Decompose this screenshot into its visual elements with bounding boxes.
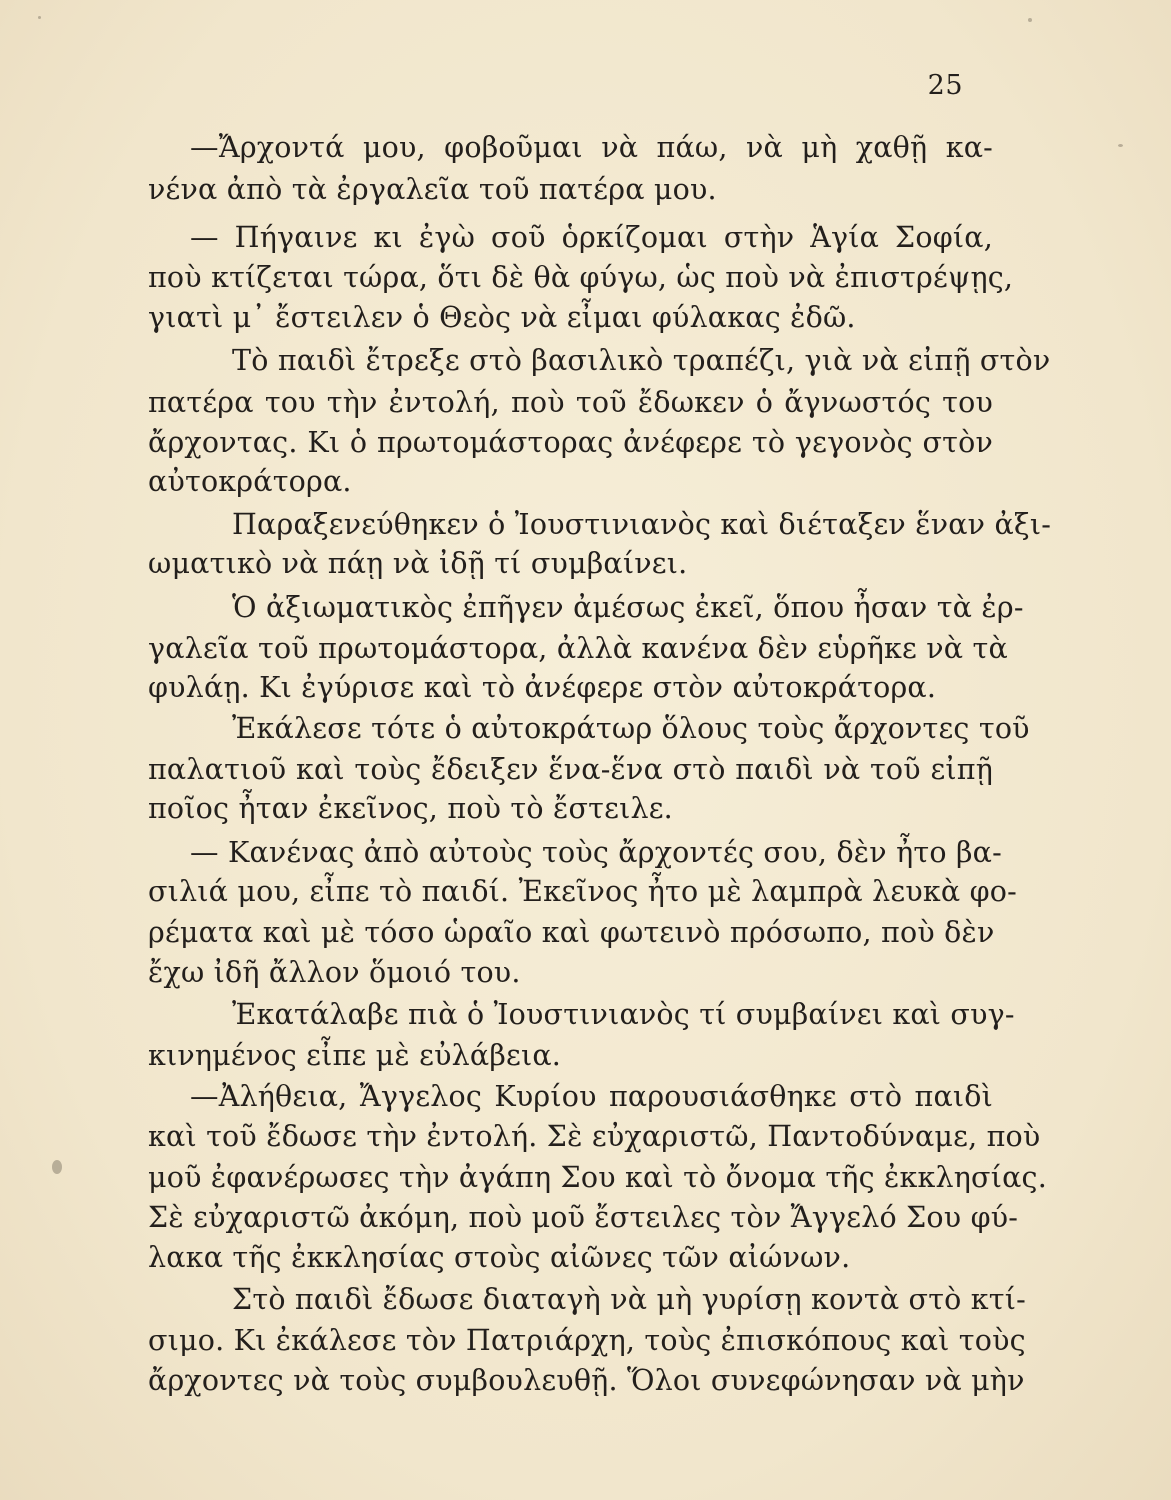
text-line: σιμο. Κι ἐκάλεσε τὸν Πατριάρχη, τοὺς ἐπισκόπους καὶ τοὺς xyxy=(148,1324,1026,1357)
text-line: Στὸ παιδὶ ἔδωσε διαταγὴ νὰ μὴ γυρίσῃ κοντὰ στὸ κτί- xyxy=(232,1283,1026,1316)
text-line: ποὺ κτίζεται τώρα, ὅτι δὲ θὰ φύγω, ὡς ποὺ νὰ ἐπιστρέψῃς, xyxy=(148,261,1014,294)
text-line: ἄρχοντας. Κι ὁ πρωτομάστορας ἀνέφερε τὸ γεγονὸς στὸν xyxy=(148,426,993,459)
text-line: ρέματα καὶ μὲ τόσο ὡραῖο καὶ φωτεινὸ πρόσωπο, ποὺ δὲν xyxy=(148,916,995,949)
text-line: ωματικὸ νὰ πάῃ νὰ ἰδῇ τί συμβαίνει. xyxy=(148,547,688,580)
text-line: νένα ἀπὸ τὰ ἐργαλεῖα τοῦ πατέρα μου. xyxy=(148,173,717,206)
text-line: —Ἄρχοντά μου, φοβοῦμαι νὰ πάω, νὰ μὴ χαθῇ κα- xyxy=(190,131,993,164)
text-line: —Ἀλήθεια, Ἄγγελος Κυρίου παρουσιάσθηκε στὸ παιδὶ xyxy=(190,1080,993,1113)
text-line: μοῦ ἐφανέρωσες τὴν ἀγάπη Σου καὶ τὸ ὄνομα τῆς ἐκκλησίας. xyxy=(148,1161,1047,1194)
text-line: φυλάῃ. Κι ἐγύρισε καὶ τὸ ἀνέφερε στὸν αὐτοκράτορα. xyxy=(148,671,937,704)
text-line: πατέρα του τὴν ἐντολή, ποὺ τοῦ ἔδωκεν ὁ ἄγνωστός του xyxy=(148,386,993,419)
text-line: Παραξενεύθηκεν ὁ Ἰουστινιανὸς καὶ διέταξεν ἕναν ἀξι- xyxy=(232,508,1052,541)
paper-stain xyxy=(52,1160,62,1174)
text-line: αὐτοκράτορα. xyxy=(148,465,352,498)
text-line: Σὲ εὐχαριστῶ ἀκόμη, ποὺ μοῦ ἔστειλες τὸν Ἄγγελό Σου φύ- xyxy=(148,1201,1019,1234)
text-line: παλατιοῦ καὶ τοὺς ἔδειξεν ἕνα-ἕνα στὸ παιδὶ νὰ τοῦ εἰπῇ xyxy=(148,753,993,786)
text-line: κινημένος εἶπε μὲ εὐλάβεια. xyxy=(148,1039,562,1072)
text-line: Ἐκάλεσε τότε ὁ αὐτοκράτωρ ὅλους τοὺς ἄρχοντες τοῦ xyxy=(232,712,1030,745)
text-line: γαλεῖα τοῦ πρωτομάστορα, ἀλλὰ κανένα δὲν εὑρῆκε νὰ τὰ xyxy=(148,632,1008,665)
paper-speck xyxy=(38,16,41,19)
text-line: ποῖος ἦταν ἐκεῖνος, ποὺ τὸ ἔστειλε. xyxy=(148,792,673,825)
text-line: Τὸ παιδὶ ἔτρεξε στὸ βασιλικὸ τραπέζι, γιὰ νὰ εἰπῇ στὸν xyxy=(232,344,1051,377)
text-line: γιατὶ μ᾿ ἔστειλεν ὁ Θεὸς νὰ εἶμαι φύλακας ἐδῶ. xyxy=(148,301,856,334)
text-line: ἔχω ἰδῆ ἄλλον ὅμοιό του. xyxy=(148,956,521,989)
paper-speck xyxy=(1118,144,1123,147)
text-line: Ὁ ἀξιωματικὸς ἐπῆγεν ἀμέσως ἐκεῖ, ὅπου ἦσαν τὰ ἐρ- xyxy=(232,591,1024,624)
text-line: λακα τῆς ἐκκλησίας στοὺς αἰῶνες τῶν αἰώνων. xyxy=(148,1241,851,1274)
text-line: ἄρχοντες νὰ τοὺς συμβουλευθῇ. Ὅλοι συνεφώνησαν νὰ μὴν xyxy=(148,1364,1025,1397)
text-line: σιλιά μου, εἶπε τὸ παιδί. Ἐκεῖνος ἦτο μὲ λαμπρὰ λευκὰ φο- xyxy=(148,875,1017,908)
text-line: — Πήγαινε κι ἐγὼ σοῦ ὁρκίζομαι στὴν Ἁγία Σοφία, xyxy=(190,221,993,254)
page-number: 25 xyxy=(927,70,963,101)
text-line: Ἐκατάλαβε πιὰ ὁ Ἰουστινιανὸς τί συμβαίνει καὶ συγ- xyxy=(232,998,1015,1031)
text-line: καὶ τοῦ ἔδωσε τὴν ἐντολή. Σὲ εὐχαριστῶ, Παντοδύναμε, ποὺ xyxy=(148,1120,1041,1153)
text-line: — Κανένας ἀπὸ αὐτοὺς τοὺς ἄρχοντές σου, δὲν ἦτο βα- xyxy=(190,836,1002,869)
paper-speck xyxy=(1028,18,1032,22)
